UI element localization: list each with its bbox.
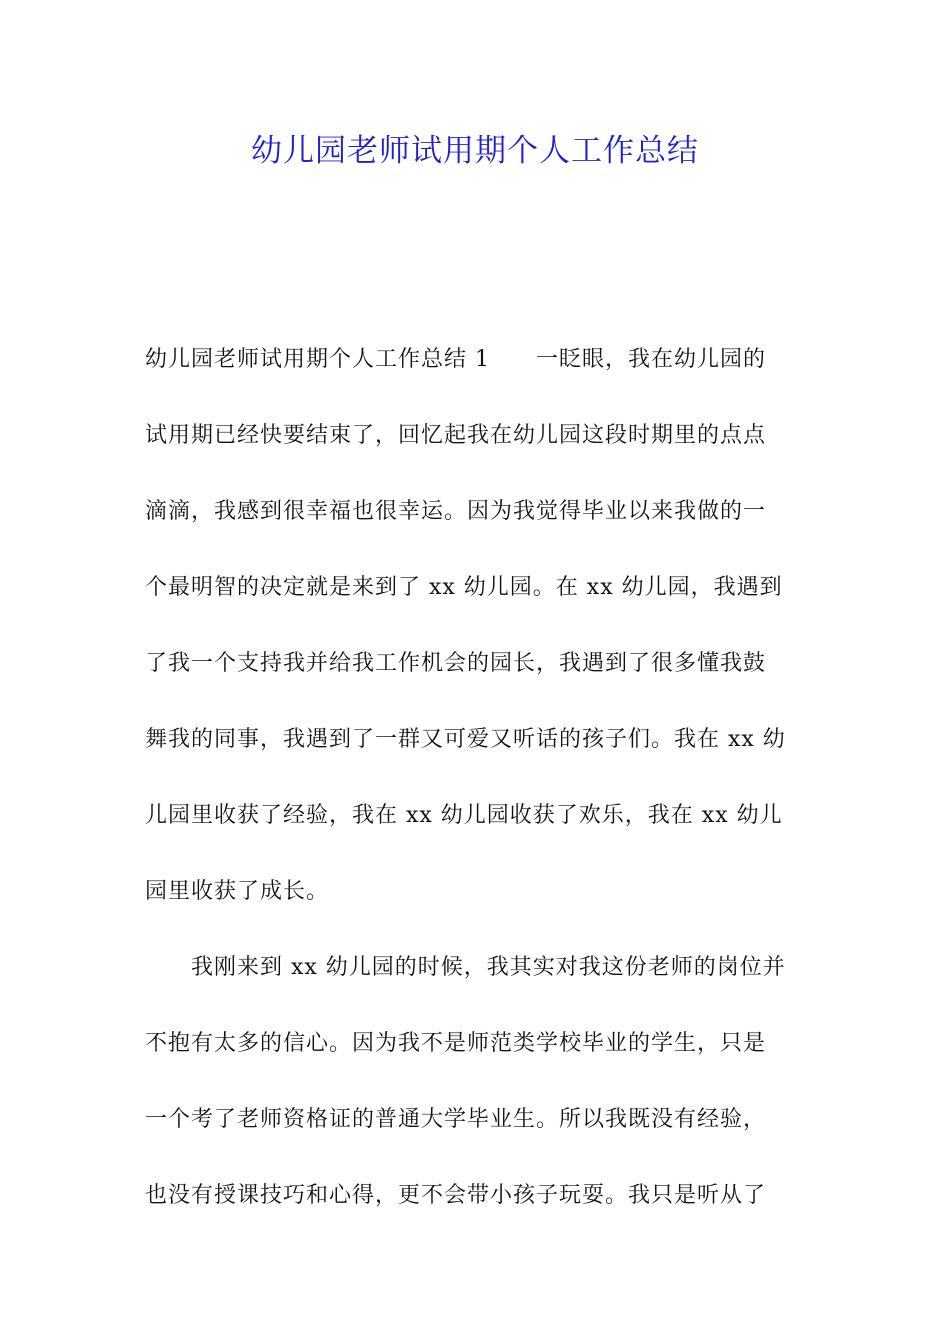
body-line: 幼儿园老师试用期个人工作总结 1 一眨眼，我在幼儿园的 xyxy=(145,347,766,372)
body-line: 园里收获了成长。 xyxy=(145,879,330,904)
body-line: 儿园里收获了经验，我在 xx 幼儿园收获了欢乐，我在 xx 幼儿 xyxy=(145,803,783,828)
document-title: 幼儿园老师试用期个人工作总结 xyxy=(251,133,699,169)
body-line: 试用期已经快要结束了，回忆起我在幼儿园这段时期里的点点 xyxy=(145,423,767,448)
body-line: 个最明智的决定就是来到了 xx 幼儿园。在 xx 幼儿园，我遇到 xyxy=(145,575,783,600)
body-line: 舞我的同事，我遇到了一群又可爱又听话的孩子们。我在 xx 幼 xyxy=(145,727,786,752)
body-line: 我刚来到 xx 幼儿园的时候，我其实对我这份老师的岗位并 xyxy=(145,955,786,980)
body-line: 滴滴，我感到很幸福也很幸运。因为我觉得毕业以来我做的一 xyxy=(145,499,767,524)
body-line: 不抱有太多的信心。因为我不是师范类学校毕业的学生，只是 xyxy=(145,1031,767,1056)
body-line: 一个考了老师资格证的普通大学毕业生。所以我既没有经验， xyxy=(145,1107,767,1132)
body-line: 了我一个支持我并给我工作机会的园长，我遇到了很多懂我鼓 xyxy=(145,651,767,676)
document-body xyxy=(145,334,807,1246)
body-line: 也没有授课技巧和心得，更不会带小孩子玩耍。我只是听从了 xyxy=(145,1183,767,1208)
